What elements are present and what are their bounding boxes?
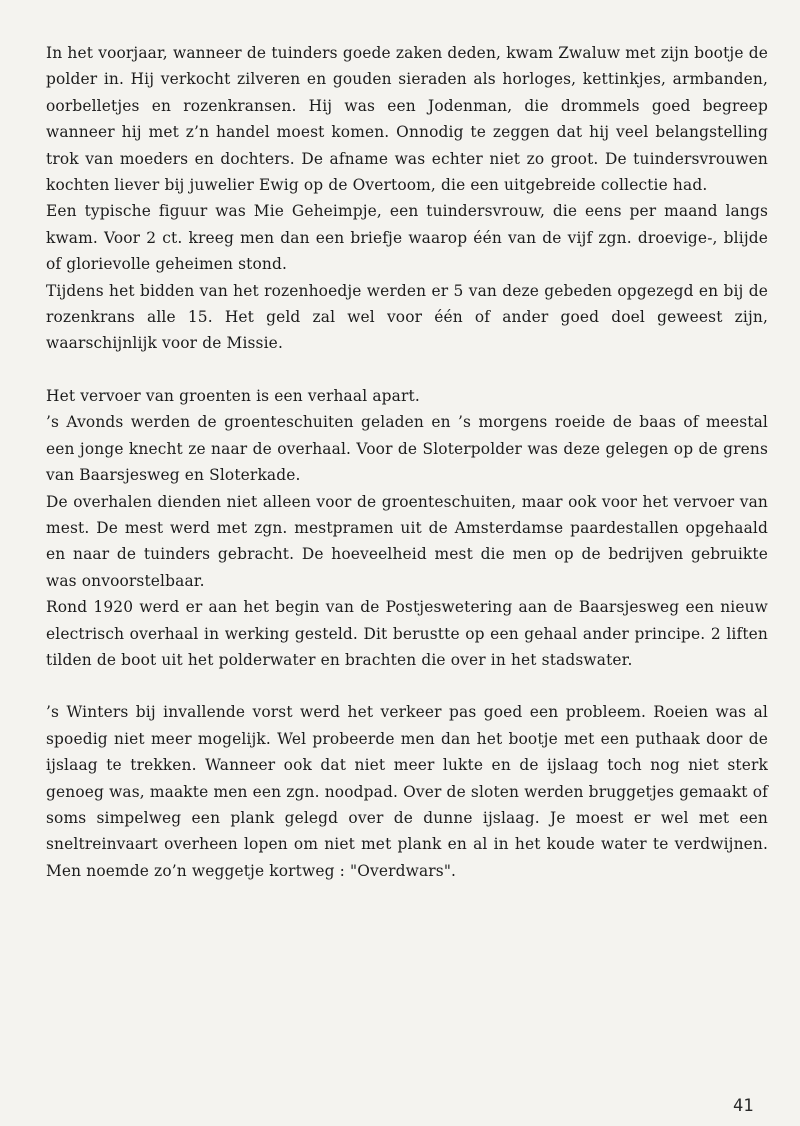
paragraph-spacer (46, 673, 768, 699)
page-number: 41 (733, 1096, 754, 1116)
paragraph-overhalen: De overhalen dienden niet alleen voor de groenteschuiten, maar ook voor het vervoer van mest. De mest werd met zgn. mestpramen uit de Amsterdamse paardestallen opgehaald en naar de tuinders gebracht. De hoeveelheid mest die men op de bedrijven gebruikte was onvoorstelbaar. (46, 492, 768, 590)
paragraph-electrisch-overhaal: Rond 1920 werd er aan het begin van de Postjeswetering aan de Baarsjesweg een nieuw electrisch overhaal in werking gesteld. Dit berustte op een gehaal ander principe. 2 liften tilden de boot uit het polderwater en brachten die over in het stadswater. (46, 598, 768, 669)
paragraph-groenteschuiten: ’s Avonds werden de groenteschuiten geladen en ’s morgens roeide de baas of meestal een jonge knecht ze naar de overhaal. Voor de Sloterpolder was deze gelegen op de grens van Baarsjesweg en Sloterkade. (46, 413, 768, 485)
paragraph-spacer (46, 357, 768, 383)
paragraph-vervoer-intro: Het vervoer van groenten is een verhaal apart. (46, 386, 420, 405)
document-page (46, 40, 768, 884)
paragraph-winters: ’s Winters bij invallende vorst werd het verkeer pas goed een probleem. Roeien was al spoedig niet meer mogelijk. Wel probeerde men dan het bootje met een puthaak door de ijslaag te trekken. Wanneer ook dat niet meer lukte en de ijslaag toch nog niet sterk genoeg was, maakte men een zgn. noodpad. Over de sloten werden bruggetjes gemaakt of soms simpelweg een plank gelegd over de dunne ijslaag. Je moest er wel met een sneltreinvaart overheen lopen om niet met plank en al in het koude water te verdwijnen. Men noemde zo’n weggetje kortweg : "Overdwars". (46, 703, 768, 880)
paragraph-zwaluw: In het voorjaar, wanneer de tuinders goede zaken deden, kwam Zwaluw met zijn bootje de polder in. Hij verkocht zilveren en gouden sieraden als horloges, kettinkjes, armbanden, oorbelletjes en rozenkransen. Hij was een Jodenman, die drommels goed begreep wanneer hij met z’n handel moest komen. Onnodig te zeggen dat hij veel belangstelling trok van moeders en dochters. De afname was echter niet zo groot. De tuindersvrouwen kochten liever bij juwelier Ewig op de Overtoom, die een uitgebreide collectie had. (46, 44, 768, 195)
paragraph-mie-geheimpje: Een typische figuur was Mie Geheimpje, een tuindersvrouw, die eens per maand langs kwam. Voor 2 ct. kreeg men dan een briefje waarop één van de vijf zgn. droevige-, blijde of glorievolle geheimen stond. (46, 202, 768, 274)
paragraph-rozenhoedje: Tijdens het bidden van het rozenhoedje werden er 5 van deze gebeden opgezegd en bij de rozenkrans alle 15. Het geld zal wel voor één of ander goed doel geweest zijn, waarschijnlijk voor de Missie. (46, 281, 768, 353)
